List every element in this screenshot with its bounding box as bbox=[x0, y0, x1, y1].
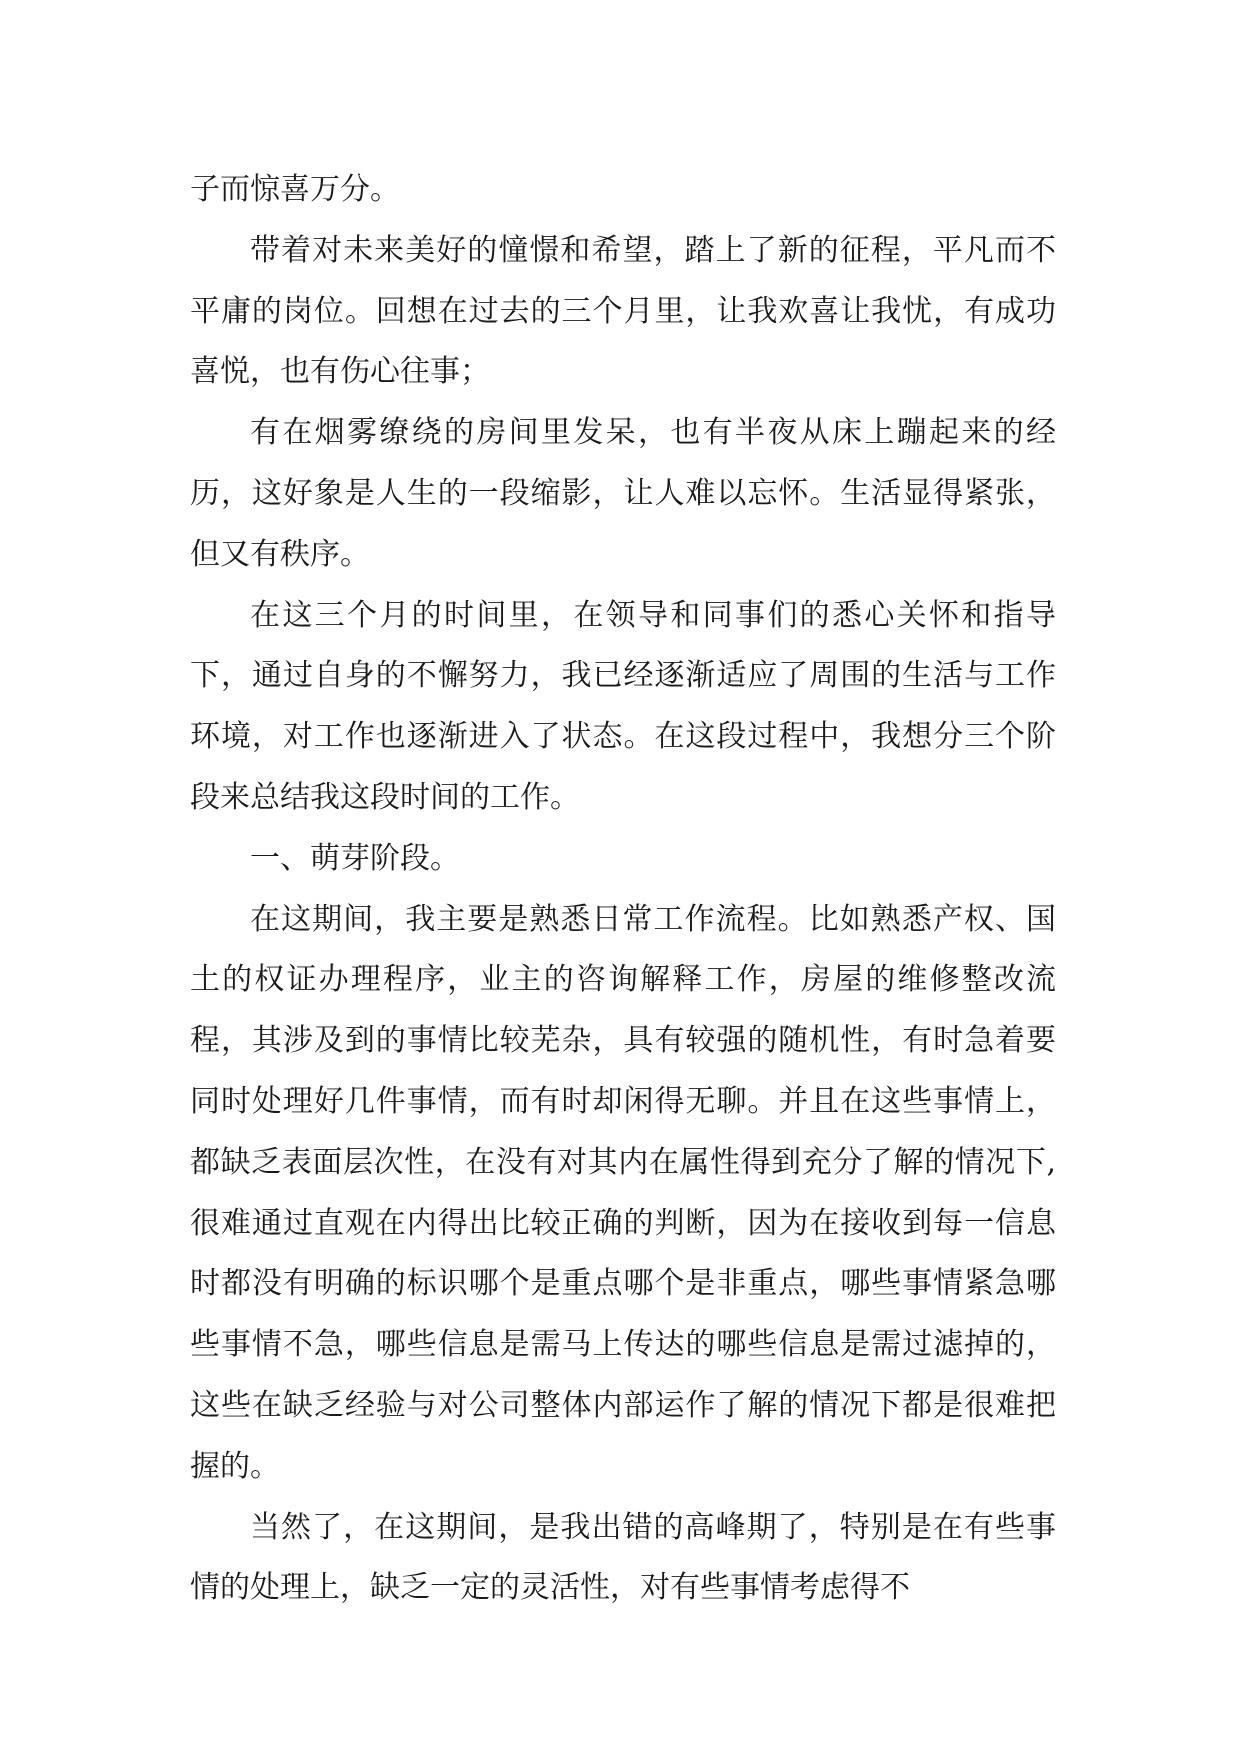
paragraph-continuation: 子而惊喜万分。 bbox=[190, 172, 400, 207]
paragraph: 在这期间，我主要是熟悉日常工作流程。比如熟悉产权、国土的权证办理程序，业主的咨询解释工作，房屋的维修整改流程，其涉及到的事情比较芜杂，具有较强的随机性，有时急着要同时处理好几件事情，而有时却闲得无聊。并且在这些事情上，都缺乏表面层次性，在没有对其内在属性得到充分了解的情况下,很难通过直观在内得出比较正确的判断，因为在接收到每一信息时都没有明确的标识哪个是重点哪个是非重点，哪些事情紧急哪些事情不急，哪些信息是需马上传达的哪些信息是需过滤掉的，这些在缺乏经验与对公司整体内部运作了解的情况下都是很难把握的。 bbox=[190, 901, 1056, 1484]
section-heading: 一、萌芽阶段。 bbox=[250, 840, 460, 876]
paragraph: 有在烟雾缭绕的房间里发呆，也有半夜从床上蹦起来的经历，这好象是人生的一段缩影，让人难以忘怀。生活显得紧张，但又有秩序。 bbox=[190, 415, 1056, 572]
paragraph: 带着对未来美好的憧憬和希望，踏上了新的征程，平凡而不平庸的岗位。回想在过去的三个月里，让我欢喜让我忧，有成功喜悦，也有伤心往事； bbox=[190, 232, 1056, 390]
paragraph: 在这三个月的时间里，在领导和同事们的悉心关怀和指导下，通过自身的不懈努力，我已经逐渐适应了周围的生活与工作环境，对工作也逐渐进入了状态。在这段过程中，我想分三个阶段来总结我这段时间的工作。 bbox=[190, 597, 1056, 815]
paragraph: 当然了，在这期间，是我出错的高峰期了，特别是在有些事情的处理上，缺乏一定的灵活性，对有些事情考虑得不 bbox=[190, 1509, 1056, 1606]
document-body bbox=[190, 160, 1056, 1619]
